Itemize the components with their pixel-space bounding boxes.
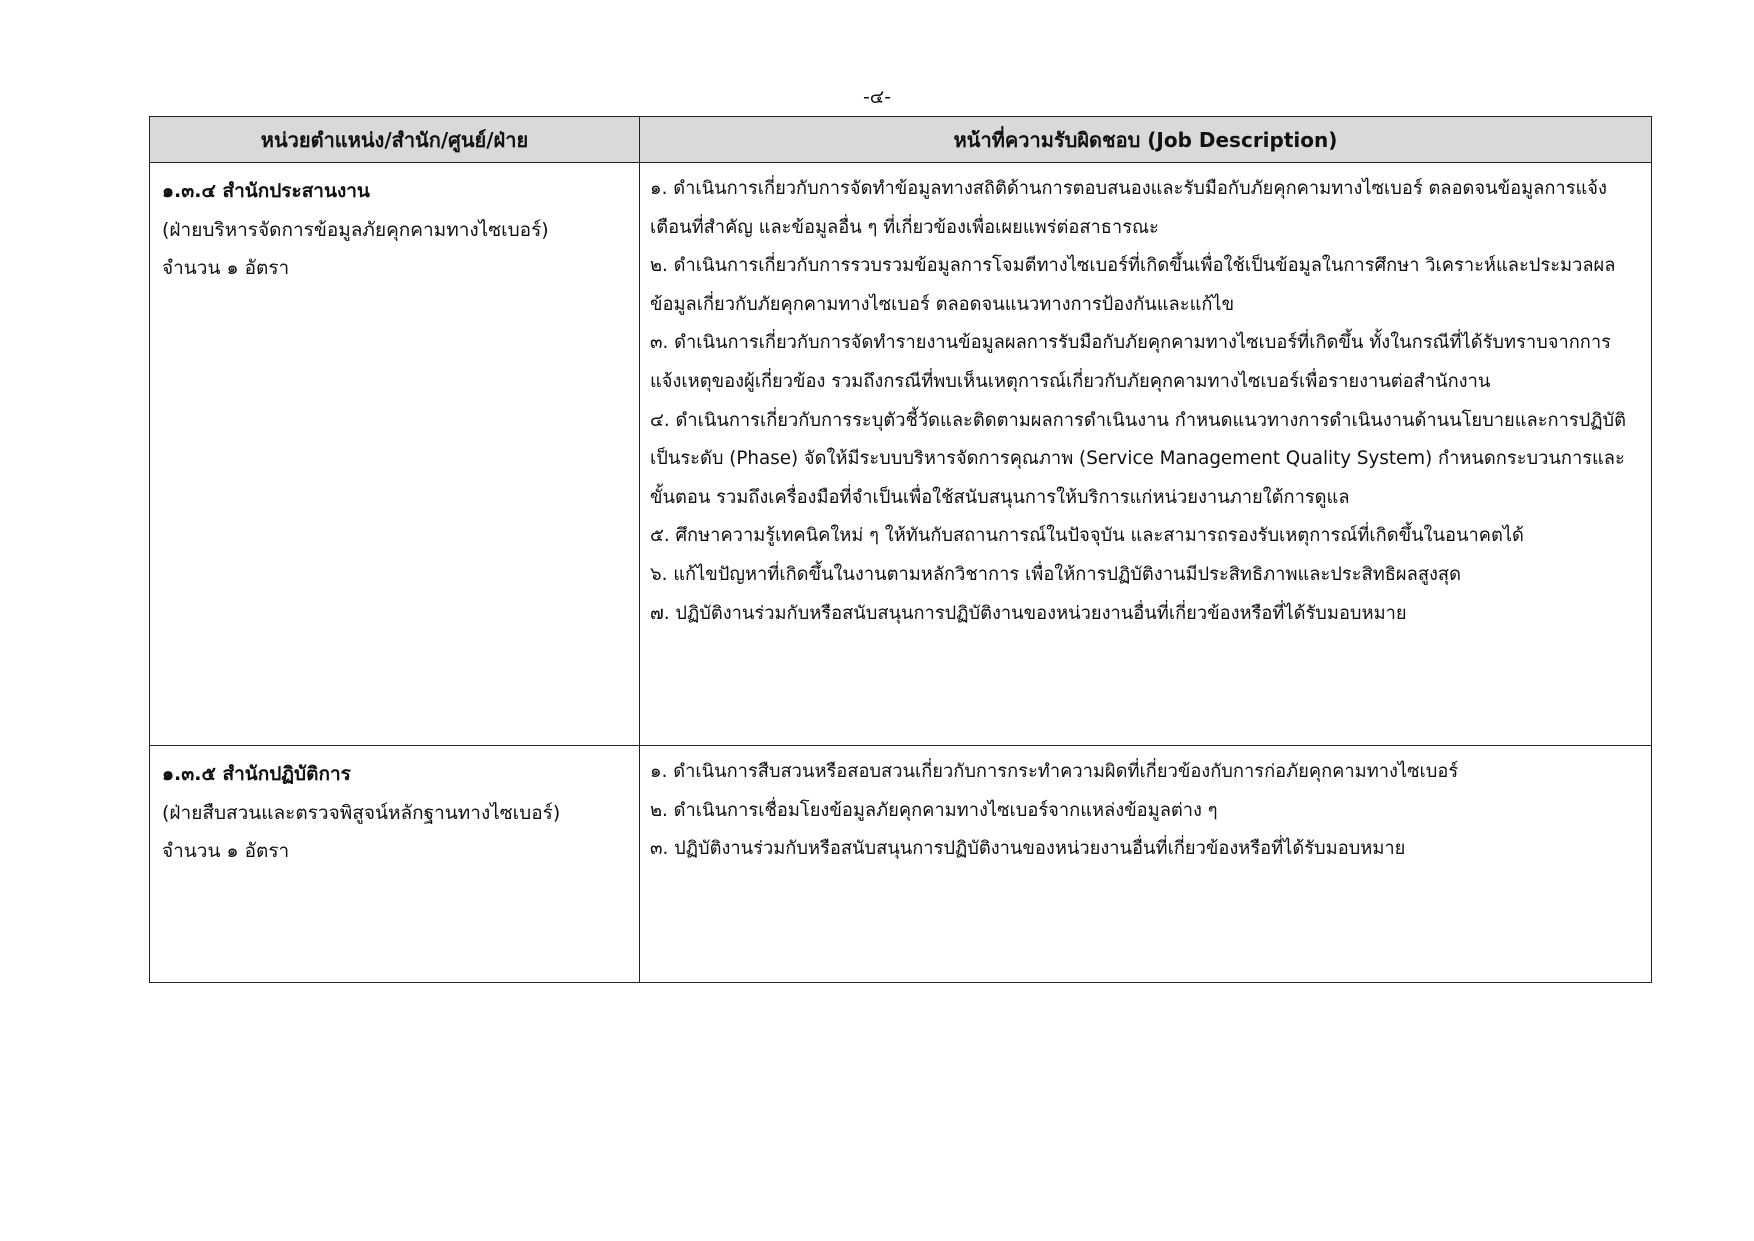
job-description-table — [149, 116, 1652, 983]
duty-item: ๒. ดำเนินการเกี่ยวกับการรวบรวมข้อมูลการโจมตีทางไซเบอร์ที่เกิดขึ้นเพื่อใช้เป็นข้อมูลในการศึกษา วิเคราะห์และประมวลผลข้อมูลเกี่ยวกับภัยคุกคามทางไซเบอร์ ตลอดจนแนวทางการป้องกันและแก้ไข — [650, 255, 1616, 315]
duty-item: ๓. ปฏิบัติงานร่วมกับหรือสนับสนุนการปฏิบัติงานของหน่วยงานอื่นที่เกี่ยวข้องหรือที่ได้รับมอบหมาย — [650, 838, 1406, 860]
unit-cell — [150, 163, 640, 746]
duty-item: ๗. ปฏิบัติงานร่วมกับหรือสนับสนุนการปฏิบัติงานของหน่วยงานอื่นที่เกี่ยวข้องหรือที่ได้รับมอบหมาย — [650, 602, 1407, 624]
duty-item: ๖. แก้ไขปัญหาที่เกิดขึ้นในงานตามหลักวิชาการ เพื่อให้การปฏิบัติงานมีประสิทธิภาพและประสิทธิผลสูงสุด — [650, 563, 1461, 585]
duty-item: ๑. ดำเนินการเกี่ยวกับการจัดทำข้อมูลทางสถิติด้านการตอบสนองและรับมือกับภัยคุกคามทางไซเบอร์ ตลอดจนข้อมูลการแจ้งเตือนที่สำคัญ และข้อมูลอื่น ๆ ที่เกี่ยวข้องเพื่อเผยแพร่ต่อสาธารณะ — [650, 178, 1607, 238]
header-job-description: หน้าที่ความรับผิดชอบ (Job Description) — [640, 117, 1652, 163]
unit-headcount: จำนวน ๑ อัตรา — [162, 257, 290, 279]
duty-item: ๒. ดำเนินการเชื่อมโยงข้อมูลภัยคุกคามทางไซเบอร์จากแหล่งข้อมูลต่าง ๆ — [650, 799, 1218, 821]
unit-headcount: จำนวน ๑ อัตรา — [162, 840, 290, 862]
unit-division: (ฝ่ายบริหารจัดการข้อมูลภัยคุกคามทางไซเบอร์) — [162, 218, 549, 241]
duty-item: ๑. ดำเนินการสืบสวนหรือสอบสวนเกี่ยวกับการกระทำความผิดที่เกี่ยวข้องกับการก่อภัยคุกคามทางไซเบอร์ — [650, 761, 1459, 782]
page-number: -๔- — [862, 86, 892, 108]
duties-cell — [640, 163, 1652, 746]
duty-item: ๔. ดำเนินการเกี่ยวกับการระบุตัวชี้วัดและติดตามผลการดำเนินงาน กำหนดแนวทางการดำเนินงานด้านนโยบายและการปฏิบัติเป็นระดับ (Phase) จัดให้มีระบบบริหารจัดการคุณภาพ (Service Management Quality System) กำหนดกระบวนการและขั้นตอน รวมถึงเครื่องมือที่จำเป็นเพื่อใช้สนับสนุนการให้บริการแก่หน่วยงานภายใต้การดูแล — [650, 409, 1627, 508]
duty-item: ๕. ศึกษาความรู้เทคนิคใหม่ ๆ ให้ทันกับสถานการณ์ในปัจจุบัน และสามารถรองรับเหตุการณ์ที่เกิดขึ้นในอนาคตได้ — [650, 525, 1524, 547]
table-row — [150, 746, 1652, 983]
table-row — [150, 163, 1652, 746]
unit-name: ๑.๓.๔ สำนักประสานงาน — [162, 180, 370, 202]
duties-cell — [640, 746, 1652, 983]
header-unit: หน่วยตำแหน่ง/สำนัก/ศูนย์/ฝ่าย — [150, 117, 640, 163]
unit-division: (ฝ่ายสืบสวนและตรวจพิสูจน์หลักฐานทางไซเบอร์) — [162, 801, 561, 824]
duty-item: ๓. ดำเนินการเกี่ยวกับการจัดทำรายงานข้อมูลผลการรับมือกับภัยคุกคามทางไซเบอร์ที่เกิดขึ้น ทั้งในกรณีที่ได้รับทราบจากการแจ้งเหตุของผู้เกี่ยวข้อง รวมถึงกรณีที่พบเห็นเหตุการณ์เกี่ยวกับภัยคุกคามทางไซเบอร์เพื่อรายงานต่อสำนักงาน — [650, 332, 1611, 392]
table-header-row — [150, 117, 1652, 163]
unit-cell — [150, 746, 640, 983]
unit-name: ๑.๓.๕ สำนักปฏิบัติการ — [162, 763, 351, 785]
